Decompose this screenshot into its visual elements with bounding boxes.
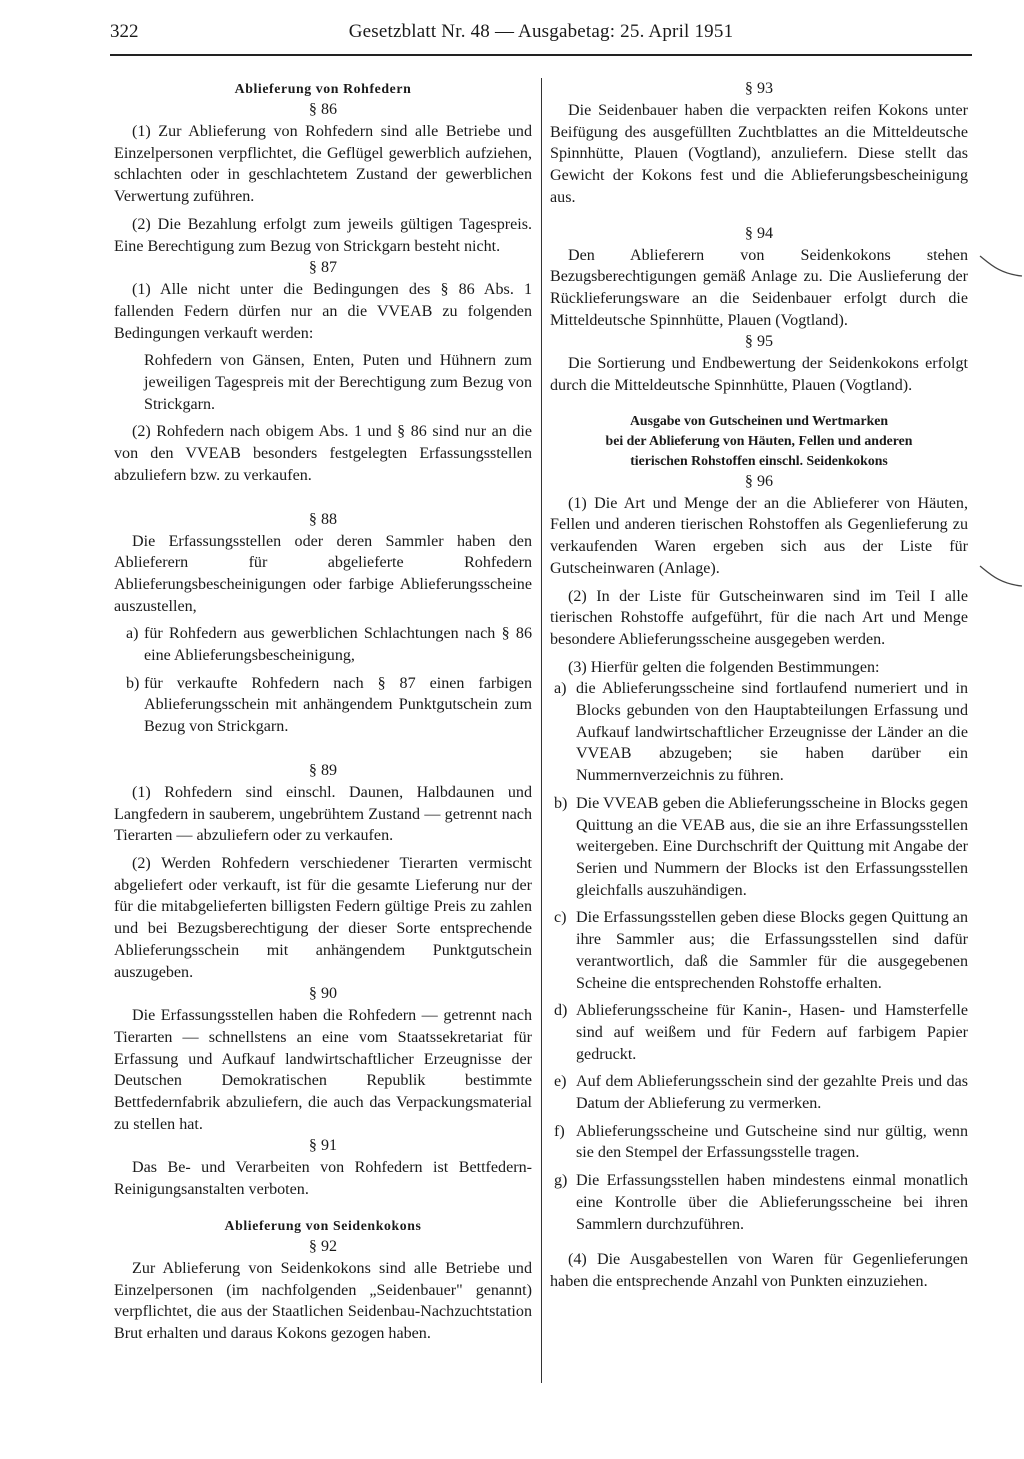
heading-rohfedern: Ablieferung von Rohfedern [234, 81, 412, 96]
item-label: b) [126, 674, 140, 692]
item-label: d) [554, 1002, 568, 1020]
s96-paragraph-4: (4) Die Ausgabestellen von Waren für Gegenlieferungen haben die entsprechende Anzahl von Punkten einzuziehen. [550, 1251, 968, 1290]
column-divider [541, 78, 542, 1383]
heading-seidenkokons: Ablieferung von Seidenkokons [224, 1217, 422, 1233]
s91-paragraph-1: Das Be- und Verarbeiten von Rohfedern ist Bettfedern-Reinigungsanstalten verboten. [114, 1159, 532, 1199]
item-label: a) [126, 625, 139, 643]
item-label: e) [554, 1073, 567, 1091]
item-label: c) [554, 909, 567, 927]
section-90: § 90 [308, 985, 338, 1003]
s96-item-a [550, 678, 968, 787]
section-92: § 92 [308, 1237, 338, 1255]
item-label: b) [554, 794, 568, 812]
section-96: § 96 [744, 472, 774, 490]
s96-item-f [550, 1121, 968, 1164]
s87-paragraph-1: (1) Alle nicht unter die Bedingungen des § 86 Abs. 1 fallenden Federn dürfen nur an die VVEAB zu folgenden Bedingungen verkauft werden: [114, 281, 532, 342]
s95-paragraph-1: Die Sortierung und Endbewertung der Seidenkokons erfolgt durch die Mitteldeutsche Spinnhütte, Plauen (Vogtland). [550, 355, 968, 395]
item-text: für Rohfedern aus gewerblichen Schlachtungen nach § 86 eine Ablieferungsbescheinigung, [144, 625, 532, 665]
s92-paragraph-1: Zur Ablieferung von Seidenkokons sind alle Betriebe und Einzelpersonen (im nachfolgenden „Seidenbauer" genannt) verpflichtet, die aus der Staatlichen Seidenbau-Nachzuchtstation Brut erhalten und daraus Kokons gezogen haben. [114, 1259, 532, 1342]
item-text: Die Erfassungsstellen geben diese Blocks gegen Quittung an ihre Sammler aus; die Erfassungsstellen sind dafür verantwortlich, daß die Sammler für die ausgegebenen Scheine die entsprechenden Rohstoffe erhalten. [576, 909, 968, 992]
margin-pencil-mark-icon [978, 562, 1024, 590]
s96-item-g [550, 1170, 968, 1235]
item-text: Auf dem Ablieferungsschein sind der gezahlte Preis und das Datum der Ablieferung zu vermerken. [576, 1073, 968, 1113]
item-text: Ablieferungsscheine und Gutscheine sind nur gültig, wenn sie den Stempel der Erfassungsstelle tragen. [576, 1122, 968, 1162]
s86-paragraph-1: (1) Zur Ablieferung von Rohfedern sind alle Betriebe und Einzelpersonen verpflichtet, die Geflügel gewerblich aufziehen, schlachten oder in geschlachtetem Zustand der gewerblichen Verwertung zuführen. [114, 123, 532, 206]
item-text: Die Erfassungsstellen haben mindestens einmal monatlich eine Kontrolle über die Ablieferungsscheine bei ihren Sammlern durchzuführen. [576, 1172, 968, 1233]
s90-paragraph-1: Die Erfassungsstellen haben die Rohfedern — getrennt nach Tierarten — schnellstens an eine vom Staatssekretariat für Erfassung und Aufkauf landwirtschaftlicher Erzeugnisse der Deutschen Demokratischen Republik bestimmte Bettfedernfabrik abzuliefern, die auch das Verpackungsmaterial zu stellen hat. [114, 1007, 532, 1133]
item-text: Die VVEAB geben die Ablieferungsscheine in Blocks gegen Quittung an die VEAB aus, die sie an ihre Erfassungsstellen weitergeben. Eine Durchschrift der Quittung mit Angabe der Serien und Nummern der Blocks ist den Erfassungsstellen gleichfalls auszuhändigen. [576, 794, 968, 899]
gazette-title: Gesetzblatt Nr. 48 — Ausgabetag: 25. April 1951 [348, 21, 734, 42]
section-88: § 88 [308, 510, 338, 528]
s96-item-e [550, 1071, 968, 1114]
item-text: Ablieferungsscheine für Kanin-, Hasen- und Hamsterfelle sind auf weißem und für Federn auf farbigem Papier gedruckt. [576, 1002, 968, 1063]
heading-gutscheine-line-3: tierischen Rohstoffen einschl. Seidenkokons [630, 452, 888, 468]
s87-block: Rohfedern von Gänsen, Enten, Puten und Hühnern zum jeweiligen Tagespreis mit der Berechtigung zum Bezug von Strickgarn. [144, 352, 532, 413]
item-text: für verkaufte Rohfedern nach § 87 einen farbigen Ablieferungsschein mit anhängendem Punktgutschein zum Bezug von Strickgarn. [144, 674, 532, 736]
item-label: f) [554, 1122, 565, 1140]
section-94: § 94 [744, 224, 774, 242]
s88-paragraph-1: Die Erfassungsstellen oder deren Sammler haben den Ablieferern für abgelieferte Rohfedern Ablieferungsbescheinigungen oder farbige Ablieferungsscheine auszustellen, [114, 532, 532, 615]
s93-paragraph-1: Die Seidenbauer haben die verpackten reifen Kokons unter Beifügung des ausgefüllten Zuchtblattes an die Mitteldeutsche Spinnhütte, Plauen (Vogtland), anzuliefern. Diese stellt das Gewicht der Kokons fest und die Ablieferungsbescheinigung aus. [550, 102, 968, 206]
heading-gutscheine-line-1: Ausgabe von Gutscheinen und Wertmarken [629, 412, 889, 428]
page-header [110, 20, 972, 56]
s88-item-a [114, 623, 532, 666]
s86-paragraph-2: (2) Die Bezahlung erfolgt zum jeweils gültigen Tagespreis. Eine Berechtigung zum Bezug von Strickgarn besteht nicht. [114, 215, 532, 255]
left-column [114, 78, 532, 1345]
s96-item-b [550, 793, 968, 902]
item-text: die Ablieferungsscheine sind fortlaufend numeriert und in Blocks gebunden von den Hauptabteilungen Erfassung und Aufkauf landwirtschaftlicher Erzeugnisse der Länder an die VVEAB abzugeben; sie haben darüber ein Nummernverzeichnis zu führen. [576, 680, 968, 785]
s96-item-c [550, 907, 968, 994]
right-column [550, 78, 968, 1293]
margin-pencil-mark-icon [978, 252, 1024, 280]
s88-item-b [114, 673, 532, 738]
s94-paragraph-1: Den Ablieferern von Seidenkokons stehen Bezugsberechtigungen gemäß Anlage zu. Die Auslieferung der Rücklieferungsware an die Seidenbauer erfolgt durch die Mitteldeutsche Spinnhütte, Plauen (Vogtland). [550, 246, 968, 329]
s89-paragraph-2: (2) Werden Rohfedern verschiedener Tierarten vermischt abgeliefert oder verkauft, ist für die gesamte Lieferung nur der für die mitabgelieferten billigsten Federn gültige Preis zu zahlen und bei Bezugsberechtigung der dieser Sorte entsprechende Ablieferungsschein mit anhängendem Punktgutschein auszugeben. [114, 854, 532, 981]
page-number: 322 [110, 21, 139, 42]
s96-item-d [550, 1000, 968, 1065]
section-95: § 95 [744, 333, 774, 351]
section-87: § 87 [308, 259, 338, 277]
heading-gutscheine-line-2: bei der Ablieferung von Häuten, Fellen und anderen [605, 432, 913, 448]
s96-paragraph-1: (1) Die Art und Menge der an die Ablieferer von Häuten, Fellen und anderen tierischen Rohstoffen als Gegenlieferung zu verkaufenden Waren ergeben sich aus der Liste für Gutscheinwaren (Anlage). [550, 494, 968, 577]
s87-paragraph-2: (2) Rohfedern nach obigem Abs. 1 und § 86 sind nur an die von den VVEAB besonders festgelegten Erfassungsstellen abzuliefern bzw. zu verkaufen. [114, 423, 532, 484]
item-label: a) [554, 680, 567, 698]
section-93: § 93 [744, 80, 774, 97]
item-label: g) [554, 1172, 568, 1190]
s96-paragraph-3: (3) Hierfür gelten die folgenden Bestimmungen: [568, 658, 880, 676]
section-86: § 86 [308, 101, 338, 118]
s89-paragraph-1: (1) Rohfedern sind einschl. Daunen, Halbdaunen und Langfedern in sauberem, ungebrühtem Zustand — getrennt nach Tierarten — abzuliefern oder zu verkaufen. [114, 783, 532, 845]
s96-paragraph-2: (2) In der Liste für Gutscheinwaren sind im Teil I alle tierischen Rohstoffe aufgeführt, für die nach Art und Menge besondere Ablieferungsscheine ausgegeben werden. [550, 587, 968, 648]
section-89: § 89 [308, 761, 338, 779]
section-91: § 91 [308, 1137, 338, 1155]
